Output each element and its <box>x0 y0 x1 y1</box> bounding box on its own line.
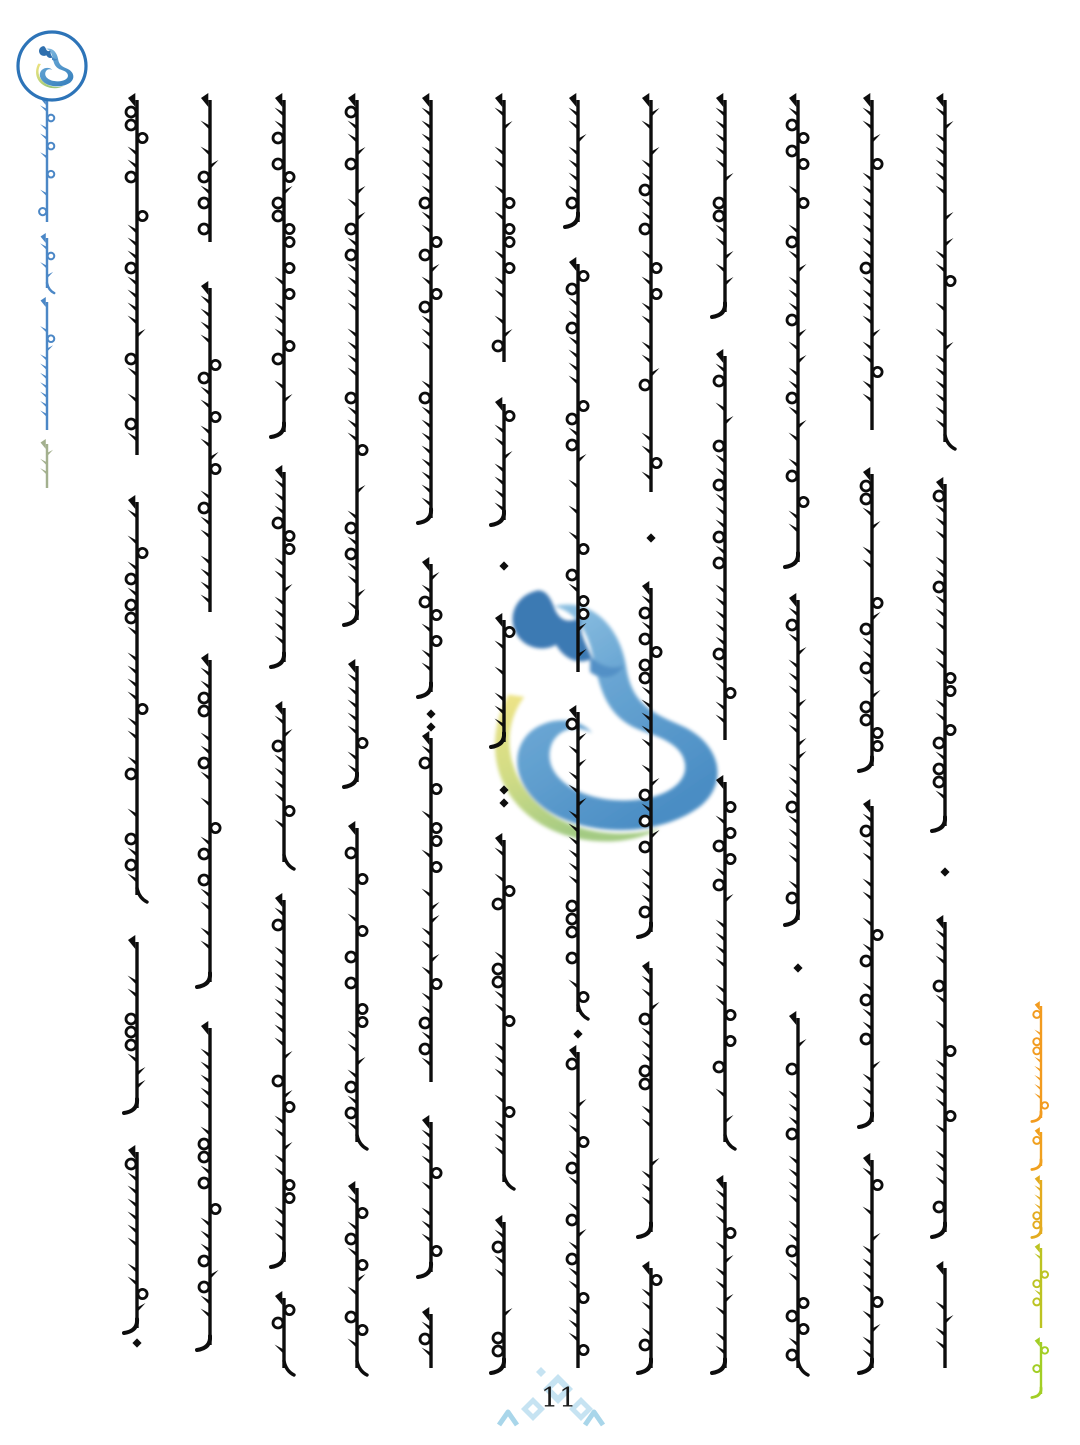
body-text-column-11 <box>859 93 882 1373</box>
body-text-column-7 <box>565 93 588 1368</box>
body-text-column-9 <box>712 93 735 1373</box>
body-text-column-3 <box>271 93 294 1375</box>
sidebar-slogan-vertical <box>1032 1001 1048 1397</box>
body-text-column-6 <box>491 93 514 1373</box>
body-text-column-5 <box>418 93 441 1368</box>
body-text-column-10 <box>785 93 808 1375</box>
body-text-column-12 <box>932 93 955 1368</box>
page-number: 11 <box>541 1383 578 1414</box>
brand-logo-icon <box>12 26 92 106</box>
body-text-column-2 <box>197 93 220 1350</box>
header-title-vertical <box>39 95 54 488</box>
body-text-column-8 <box>638 93 661 1373</box>
body-text-column-4 <box>344 93 367 1375</box>
body-text-column-1 <box>124 93 147 1348</box>
